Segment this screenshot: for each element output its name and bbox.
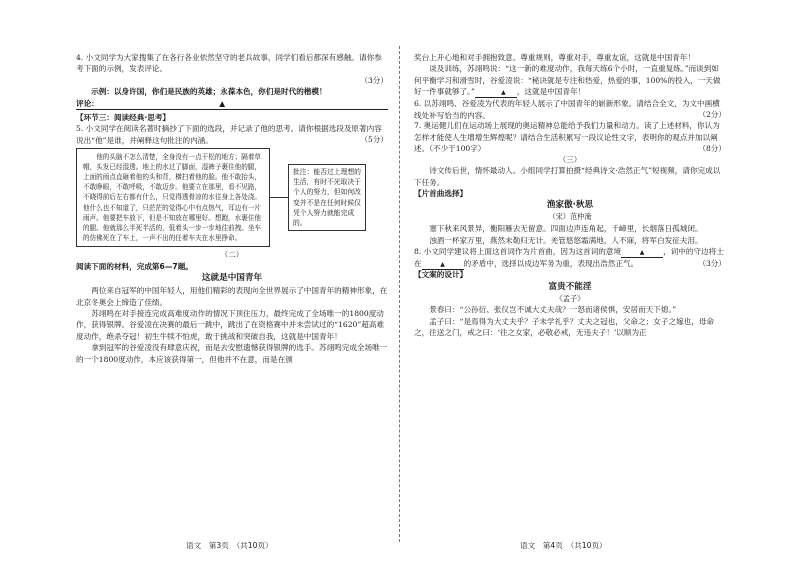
section-a-heading: 【片首曲选择】 — [414, 189, 468, 199]
article-para-4-text: 谈及训练，苏翊鸣说：“这一新的难度动作，我每天练6个小时，一直重复练。”而谈到如何平衡学习和滑雪时，谷爱凌说：“秘诀就是专注和热爱，热爱的事，100%的投入，一天做好一件事就够了。” — [414, 64, 721, 97]
article-para-1: 两位来自冠军的中国年轻人，用他们精彩的表现向全世界展示了中国青年的精神形象，在北京冬奥会上缔造了佳绩。 — [76, 286, 388, 307]
excerpt-block — [76, 148, 388, 248]
part-3-heading: （三） — [558, 154, 582, 164]
question-7-text: 7. 奥运健儿们在运动场上展现的奥运精神总能给予我们力量和动力。读了上述材料，你认为怎样才能使人生增增生辉煌呢？请结合生活积累写一段议论性文字，表明你的观点并加以阐述。（不少于100字） — [414, 121, 720, 154]
excerpt-box: 他的头脑不怎么清楚，全身没有一点干松的地方；隔着草帽，头发已经湿透。地上的水过了脚面，湿裤子裹住他的腿，上面的雨点直砸着他的头和背，横扫着他的脸。他不敢抬头，不敢睁眼，不敢呼吸，不敢迈步。他要立在那里，看不见路，不晓得前后左右都有什么，只觉得透骨凉的水往身上各处浇。他什么也不知道了，只茫茫的觉得心中有点热气，耳边有一片雨声。他要把车放下，但是不知放在哪里好。想跑，水裹住他的腿。他就那么半死半活的，低着头一步一步地往前拽。坐车的仿佛死在了车上，一声不出的任着车夫在水里挣命。 — [76, 148, 270, 248]
prose-para-1: 景春曰：“公孙衍、张仪岂不诚大丈夫哉？一怒而诸侯惧，安居而天下熄。” — [429, 305, 677, 315]
question-4-example: 示例：以身许国，你们是民族的英雄；永葆本色，你们是时代的楷模！ — [91, 87, 327, 97]
prose-para-2: 孟子曰：“是焉得为大丈夫乎？子未学礼乎？丈夫之冠也，父命之；女子之嫁也，母命之，往送之门，戒之曰：‘往之女家，必敬必戒，无违夫子！’以顺为正 — [414, 316, 715, 338]
question-4-text: 4. 小文同学为大家搜集了在各行各业依然坚守的老兵故事，同学们看后都深有感触。请你参考下面的示例，发表评论。 — [76, 53, 382, 74]
question-8-score: （3分） — [698, 258, 726, 268]
answer-triangle: ▲ — [219, 98, 226, 108]
part-2-heading: （二） — [220, 250, 244, 260]
question-7-score: （8分） — [698, 143, 726, 153]
q8-blank-1: ▲ — [621, 248, 663, 258]
comment-label: 评论： — [76, 98, 99, 108]
right-footer: 语文 第4页 （共10页） — [520, 541, 607, 550]
left-footer: 语文 第3页 （共10页） — [186, 541, 273, 550]
right-page — [414, 52, 726, 339]
poem-line-2: 浊酒一杯家万里，燕然未勒归无计。羌管悠悠霜满地，人不寐，将军白发征夫泪。 — [429, 235, 703, 245]
q8-blank-2: ▲ — [422, 260, 464, 270]
article-para-4 — [414, 63, 726, 98]
question-8-end: 的矛盾中，选择以戍边军务为重，表现出浩然正气。 — [463, 258, 639, 268]
article-para-4-end: ，这就是中国青年！ — [516, 87, 586, 97]
left-page — [76, 52, 388, 365]
question-6-score: （2分） — [698, 109, 726, 119]
page-divider — [399, 46, 400, 542]
poem-title: 渔家傲·秋思 — [546, 200, 594, 211]
question-4 — [76, 52, 388, 75]
article-para-3: 拿到冠军的谷爱凌没有肆意庆祝，而是去安慰遗憾获得银牌的选手。苏翊鸣完成全场唯一的一个1800度动作，本应该获得第一，但他并不在意，而是在颁 — [76, 343, 388, 364]
question-8-mid: ，词中的守边将士在 — [414, 246, 724, 268]
question-6-text: 6. 以苏翊鸣、谷爱凌为代表的年轻人展示了中国青年的崭新形象。请结合全文，为文中画横线处补写恰当的内容。 — [414, 99, 720, 120]
question-4-score: （3分） — [360, 75, 388, 85]
prose-source: 《孟子》 — [555, 293, 585, 303]
section-3-heading: 【环节三：阅读经典·思考】 — [76, 112, 171, 122]
question-5-score: （5分） — [360, 135, 388, 145]
part-3-intro: 诗文传后世，情怀最动人。小组同学打算拍摄“经典诗文·浩然正气”短视频，请你完成以下任务。 — [414, 166, 721, 187]
excerpt-connector — [270, 197, 288, 198]
para-4-blank: ▲ — [475, 88, 517, 98]
question-8-text: 8. 小文同学建议将上面这首词作为片首曲，因为这首词的意境 — [414, 246, 622, 256]
article-continued: 奖台上开心地和对手拥抱致意。尊重规则，尊重对手，尊重友谊，这就是中国青年！ — [414, 53, 695, 62]
prose-title: 富贵不能淫 — [548, 281, 592, 292]
section-b-heading: 【文案的设计】 — [414, 270, 468, 280]
question-5-text: 5. 小文同学在阅读名著时摘抄了下面的选段，并记录了他的思考。请你根据选段及原著内容说出“他”是谁，并阐释这句批注的内涵。 — [76, 124, 382, 145]
article-para-2: 苏翊鸣在对手接连完成高难度动作的情况下顶住压力，最终完成了全场唯一的1800度动作，获得银牌。谷爱凌在决赛的最后一跳中，跳出了在资格赛中并未尝试过的“1620”超高难度动作，绝杀夺冠！初生牛犊不怕虎，敢于挑战和突破自我，这就是中国青年！ — [76, 308, 385, 341]
poem-line-1: 塞下秋来风景异，衡阳雁去无留意。四面边声连角起，千嶂里，长烟落日孤城闭。 — [429, 224, 703, 234]
part-2-intro: 阅读下面的材料，完成第6—7题。 — [76, 261, 193, 271]
annotation-box: 批注：能否过上理想的生活，有时不光取决于个人的努力，但如何改变并不是在任何时候仅凭个人努力就能完成的。 — [288, 164, 366, 231]
question-4-answer-line — [76, 98, 388, 110]
article-title: 这就是中国青年 — [201, 273, 263, 284]
poem-author: （宋）范仲淹 — [548, 212, 592, 222]
